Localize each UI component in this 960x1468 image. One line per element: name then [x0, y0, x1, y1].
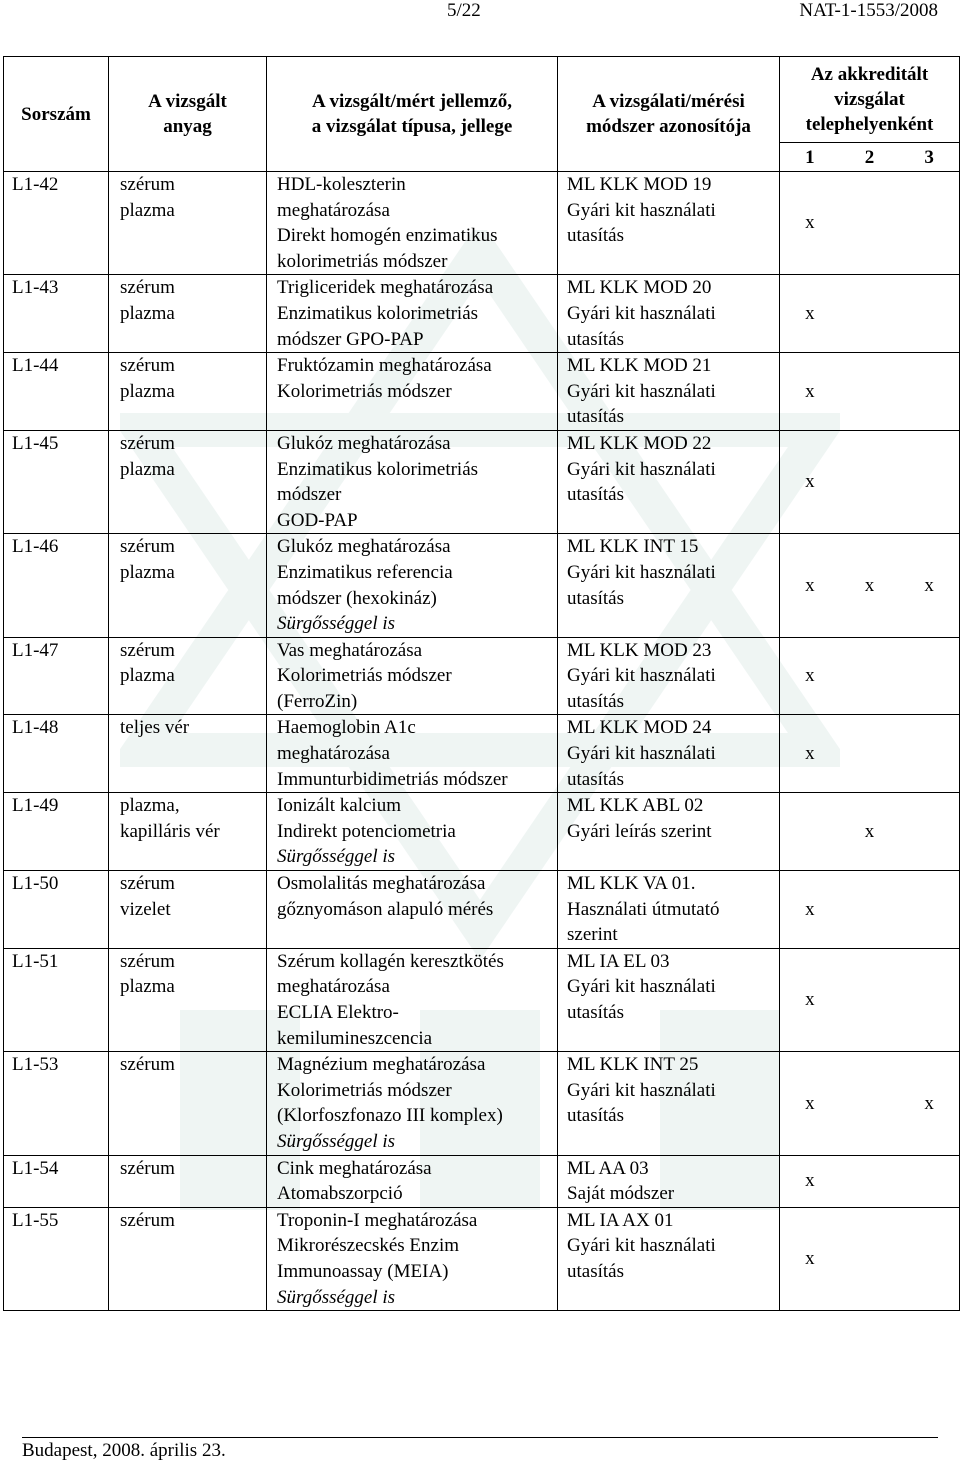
footer-place-date: Budapest, 2008. április 23.: [22, 1440, 226, 1461]
site-1-mark: x: [805, 302, 815, 324]
row-material: szérum plazma: [109, 948, 267, 1051]
table-row: [4, 715, 960, 793]
table-row: [4, 637, 960, 715]
row-site-marks: [780, 793, 960, 871]
row-property: Haemoglobin A1c meghatározása Immunturbidimetriás módszer: [267, 715, 558, 793]
row-property: Magnézium meghatározása Kolorimetriás módszer (Klorfoszfonazo III komplex) Sürgősséggel is: [267, 1052, 558, 1155]
table-row: [4, 1207, 960, 1310]
row-method: ML KLK VA 01. Használati útmutató szerint: [558, 871, 780, 949]
row-material: szérum plazma: [109, 275, 267, 353]
table-row: [4, 534, 960, 637]
site-1-mark: x: [805, 1170, 815, 1192]
col-header-material: A vizsgált anyag: [109, 57, 267, 172]
row-method: ML KLK INT 25 Gyári kit használati utasítás: [558, 1052, 780, 1155]
row-property: Trigliceridek meghatározása Enzimatikus kolorimetriás módszer GPO-PAP: [267, 275, 558, 353]
site-1-mark: x: [805, 665, 815, 687]
row-property: Ionizált kalcium Indirekt potenciometria Sürgősséggel is: [267, 793, 558, 871]
row-material: szérum vizelet: [109, 871, 267, 949]
row-number: L1-45: [4, 430, 109, 533]
row-property: Fruktózamin meghatározása Kolorimetriás módszer: [267, 353, 558, 431]
site-number-1: 1: [805, 146, 815, 168]
table-row: [4, 948, 960, 1051]
row-material: szérum plazma: [109, 637, 267, 715]
row-method: ML KLK INT 15 Gyári kit használati utasítás: [558, 534, 780, 637]
site-1-mark: x: [805, 989, 815, 1011]
row-method: ML KLK MOD 23 Gyári kit használati utasítás: [558, 637, 780, 715]
row-material: szérum: [109, 1155, 267, 1207]
row-method: ML KLK ABL 02 Gyári leírás szerint: [558, 793, 780, 871]
row-number: L1-46: [4, 534, 109, 637]
row-site-marks: [780, 1052, 960, 1155]
row-method: ML AA 03 Saját módszer: [558, 1155, 780, 1207]
row-site-marks: [780, 353, 960, 431]
row-site-marks: [780, 871, 960, 949]
site-1-mark: x: [805, 1248, 815, 1270]
col-header-number: Sorszám: [4, 57, 109, 172]
site-1-mark: x: [805, 212, 815, 234]
row-number: L1-48: [4, 715, 109, 793]
row-site-marks: [780, 430, 960, 533]
table-row: [4, 172, 960, 275]
row-material: szérum plazma: [109, 534, 267, 637]
site-1-mark: x: [805, 380, 815, 402]
table-row: [4, 871, 960, 949]
col-header-property: A vizsgált/mért jellemző, a vizsgálat típusa, jellege: [267, 57, 558, 172]
row-property: Troponin-I meghatározása Mikrorészecskés Enzim Immunoassay (MEIA) Sürgősséggel is: [267, 1207, 558, 1310]
site-2-mark: x: [864, 574, 875, 596]
row-property: Osmolalitás meghatározása gőznyomáson alapuló mérés: [267, 871, 558, 949]
row-property: Glukóz meghatározása Enzimatikus referencia módszer (hexokináz) Sürgősséggel is: [267, 534, 558, 637]
row-material: szérum plazma: [109, 172, 267, 275]
document-id: NAT-1-1553/2008: [799, 0, 938, 21]
row-property: Szérum kollagén keresztkötés meghatározása ECLIA Elektro- kemilumineszcencia: [267, 948, 558, 1051]
row-site-marks: [780, 275, 960, 353]
site-1-mark: x: [805, 471, 815, 493]
row-site-marks: [780, 715, 960, 793]
table-row: [4, 1052, 960, 1155]
row-number: L1-43: [4, 275, 109, 353]
site-numbers: [780, 143, 960, 172]
table-row: [4, 1155, 960, 1207]
page-number: 5/22: [447, 0, 481, 21]
row-material: szérum: [109, 1207, 267, 1310]
site-3-mark: x: [924, 574, 934, 596]
row-material: teljes vér: [109, 715, 267, 793]
row-site-marks: [780, 637, 960, 715]
row-method: ML IA EL 03 Gyári kit használati utasítás: [558, 948, 780, 1051]
table-row: [4, 793, 960, 871]
col-header-sites: Az akkreditált vizsgálat telephelyenként: [780, 57, 960, 143]
row-number: L1-42: [4, 172, 109, 275]
row-site-marks: [780, 1207, 960, 1310]
row-site-marks: [780, 948, 960, 1051]
row-material: szérum plazma: [109, 430, 267, 533]
row-number: L1-54: [4, 1155, 109, 1207]
row-property: Vas meghatározása Kolorimetriás módszer (FerroZin): [267, 637, 558, 715]
row-material: plazma, kapilláris vér: [109, 793, 267, 871]
table-row: [4, 353, 960, 431]
row-property: Glukóz meghatározása Enzimatikus kolorimetriás módszer GOD-PAP: [267, 430, 558, 533]
row-method: ML KLK MOD 22 Gyári kit használati utasítás: [558, 430, 780, 533]
row-material: szérum plazma: [109, 353, 267, 431]
row-material: szérum: [109, 1052, 267, 1155]
site-number-3: 3: [924, 146, 934, 168]
site-1-mark: x: [805, 1092, 815, 1114]
row-number: L1-51: [4, 948, 109, 1051]
site-3-mark: x: [924, 1092, 934, 1114]
row-property: Cink meghatározása Atomabszorpció: [267, 1155, 558, 1207]
table-row: [4, 430, 960, 533]
row-method: ML KLK MOD 24 Gyári kit használati utasítás: [558, 715, 780, 793]
accreditation-table: [3, 56, 960, 1311]
row-site-marks: [780, 1155, 960, 1207]
site-number-2: 2: [864, 146, 875, 168]
row-method: ML KLK MOD 21 Gyári kit használati utasítás: [558, 353, 780, 431]
row-method: ML KLK MOD 19 Gyári kit használati utasítás: [558, 172, 780, 275]
row-number: L1-50: [4, 871, 109, 949]
row-number: L1-53: [4, 1052, 109, 1155]
row-number: L1-49: [4, 793, 109, 871]
site-1-mark: x: [805, 743, 815, 765]
footer-rule: [22, 1437, 938, 1438]
row-number: L1-47: [4, 637, 109, 715]
col-header-method: A vizsgálati/mérési módszer azonosítója: [558, 57, 780, 172]
row-site-marks: [780, 534, 960, 637]
table-row: [4, 275, 960, 353]
row-method: ML IA AX 01 Gyári kit használati utasítás: [558, 1207, 780, 1310]
site-1-mark: x: [805, 574, 815, 596]
row-site-marks: [780, 172, 960, 275]
row-method: ML KLK MOD 20 Gyári kit használati utasítás: [558, 275, 780, 353]
row-number: L1-55: [4, 1207, 109, 1310]
site-2-mark: x: [864, 820, 875, 842]
site-1-mark: x: [805, 898, 815, 920]
row-number: L1-44: [4, 353, 109, 431]
row-property: HDL-koleszterin meghatározása Direkt homogén enzimatikus kolorimetriás módszer: [267, 172, 558, 275]
